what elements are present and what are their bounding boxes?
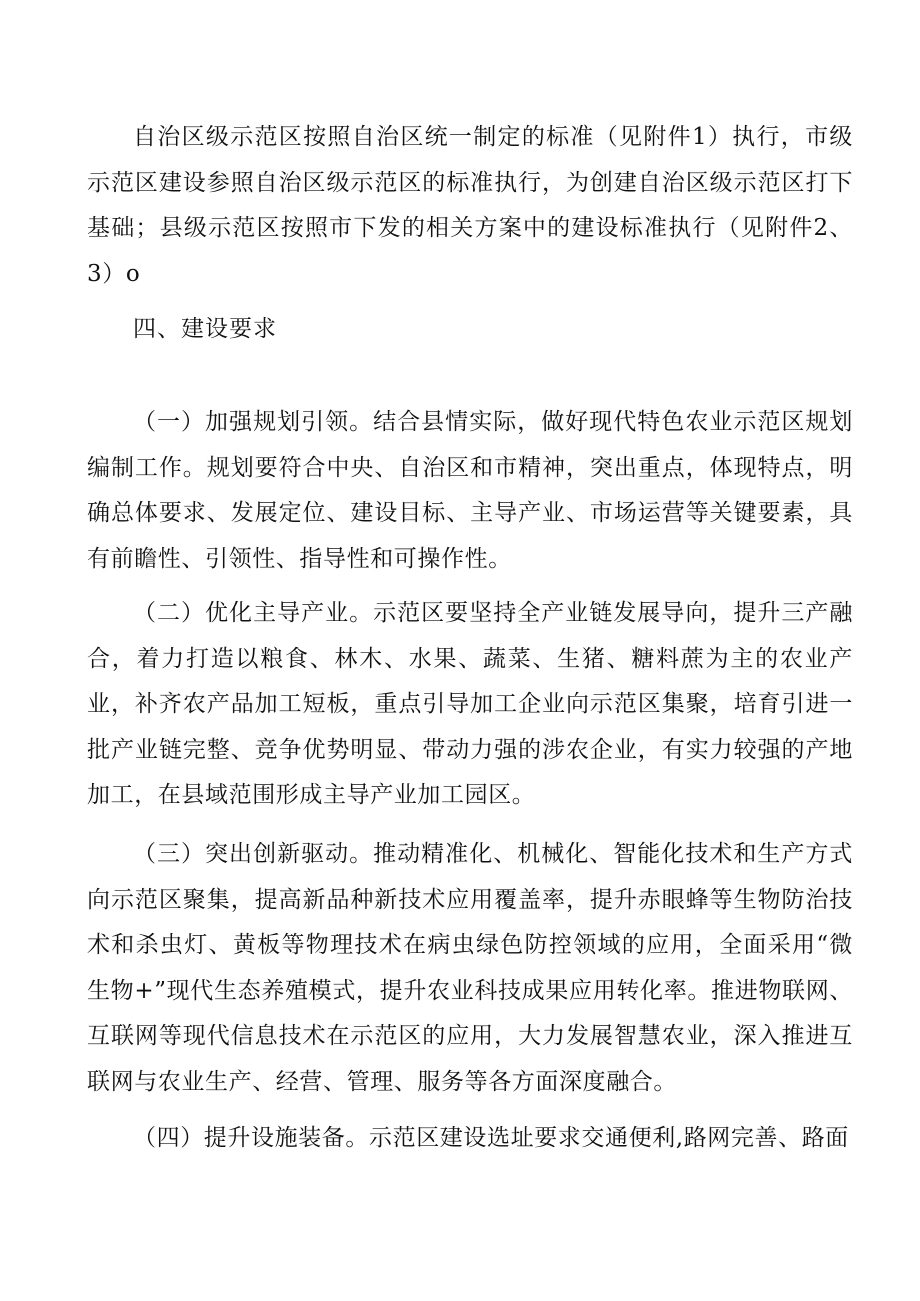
body-paragraph-standards: 自治区级示范区按照自治区统一制定的标准（见附件1）执行，市级示范区建设参照自治区级示范区的标准执行，为创建自治区级示范区打下基础；县级示范区按照市下发的相关方案中的建设标准执行（见附件2、3）o bbox=[87, 124, 853, 287]
body-paragraph-planning: （一）加强规划引领。结合县情实际，做好现代特色农业示范区规划编制工作。规划要符合中央、自治区和市精神，突出重点，体现特点，明确总体要求、发展定位、建设目标、主导产业、市场运营等关键要素，具有前瞻性、引领性、指导性和可操作性。 bbox=[87, 409, 853, 572]
body-paragraph-facilities: （四）提升设施装备。示范区建设选址要求交通便利,路网完善、路面 bbox=[133, 1125, 849, 1151]
body-paragraph-industry: （二）优化主导产业。示范区要坚持全产业链发展导向，提升三产融合，着力打造以粮食、林木、水果、蔬菜、生猪、糖料蔗为主的农业产业，补齐农产品加工短板，重点引导加工企业向示范区集聚，培育引进一批产业链完整、竞争优势明显、带动力强的涉农企业，有实力较强的产地加工，在县域范围形成主导产业加工园区。 bbox=[87, 600, 853, 808]
section-heading: 四、建设要求 bbox=[133, 316, 277, 342]
body-paragraph-innovation: （三）突出创新驱动。推动精准化、机械化、智能化技术和生产方式向示范区聚集，提高新品种新技术应用覆盖率，提升赤眼蜂等生物防治技术和杀虫灯、黄板等物理技术在病虫绿色防控领域的应用，全面采用“微生物+”现代生态养殖模式，提升农业科技成果应用转化率。推进物联网、互联网等现代信息技术在示范区的应用，大力发展智慧农业，深入推进互联网与农业生产、经营、管理、服务等各方面深度融合。 bbox=[87, 841, 853, 1095]
